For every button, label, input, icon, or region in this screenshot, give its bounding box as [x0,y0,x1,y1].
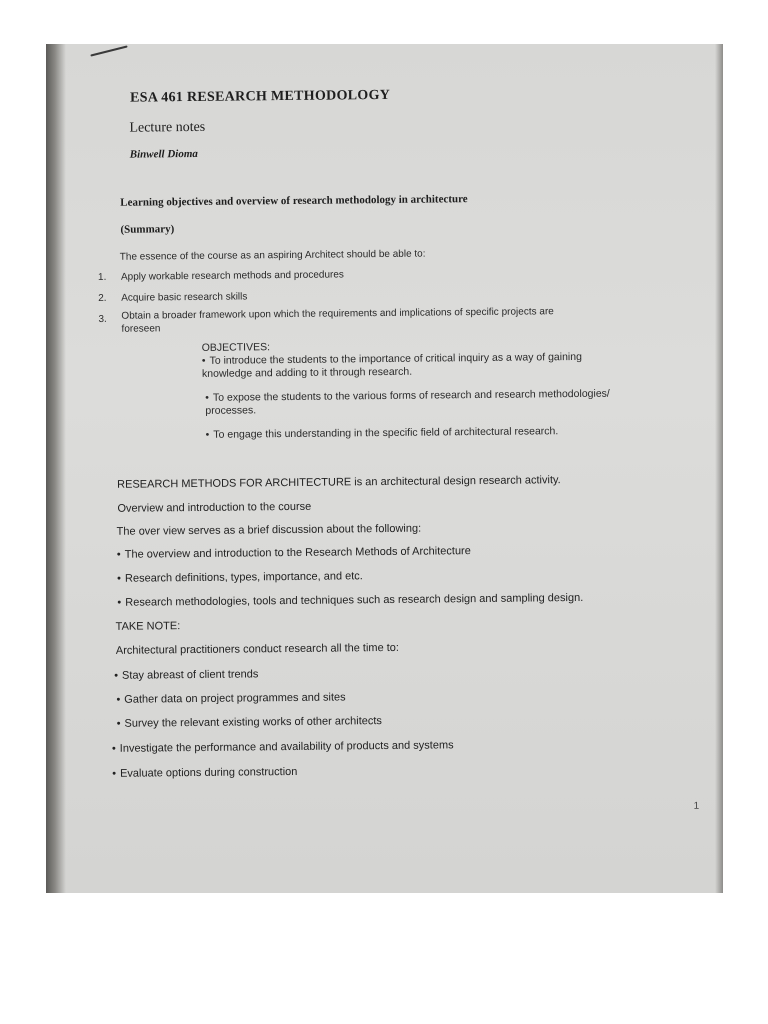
objective-item: • To expose the students to the various forms of research and research methodologies/ processes. [202,387,625,417]
course-title: ESA 461 RESEARCH METHODOLOGY [130,87,391,106]
overview-bullet: • Research definitions, types, importance, and etc. [117,570,363,585]
paper-page [46,44,723,893]
research-methods-line: RESEARCH METHODS FOR ARCHITECTURE is an architectural design research activity. [117,474,561,491]
overview-bullet: • The overview and introduction to the Research Methods of Architecture [117,545,471,561]
list-number: 2. [98,292,107,304]
lecture-subtitle: Lecture notes [129,119,206,136]
list-text: Obtain a broader framework upon which the requirements and implications of specific projects are [121,306,554,322]
practitioner-bullet: • Evaluate options during construction [112,766,297,780]
summary-label: (Summary) [120,223,175,236]
objective-item: • To introduce the students to the importance of critical inquiry as a way of gaining knowledge and adding to it through research. [202,350,632,381]
practitioner-bullet: • Stay abreast of client trends [114,668,258,682]
objectives-title: OBJECTIVES: [201,341,271,354]
intro-text: The essence of the course as an aspiring Architect should be able to: [119,248,426,263]
list-text-continued: foreseen [121,323,161,335]
overview-line: Overview and introduction to the course [117,500,312,515]
author-name: Binwell Dioma [129,147,198,161]
practitioners-line: Architectural practitioners conduct research all the time to: [115,641,400,657]
overview-description: The over view serves as a brief discussion about the following: [116,522,422,538]
objectives-block [202,337,653,442]
document-photo [46,44,723,893]
practitioner-bullet: • Gather data on project programmes and sites [116,691,345,705]
take-note: TAKE NOTE: [115,620,181,633]
list-text: Apply workable research methods and procedures [120,269,344,283]
practitioner-bullet: • Investigate the performance and availability of products and systems [112,739,454,755]
list-text: Acquire basic research skills [121,291,248,304]
page-number: 1 [693,800,700,812]
list-number: 3. [98,313,107,325]
list-number: 1. [97,271,107,283]
section-heading: Learning objectives and overview of research methodology in architecture [120,193,468,209]
practitioner-bullet: • Survey the relevant existing works of other architects [117,715,382,730]
objective-item: • To engage this understanding in the specific field of architectural research. [203,424,666,442]
overview-bullet: • Research methodologies, tools and techniques such as research design and sampling design. [117,592,583,609]
